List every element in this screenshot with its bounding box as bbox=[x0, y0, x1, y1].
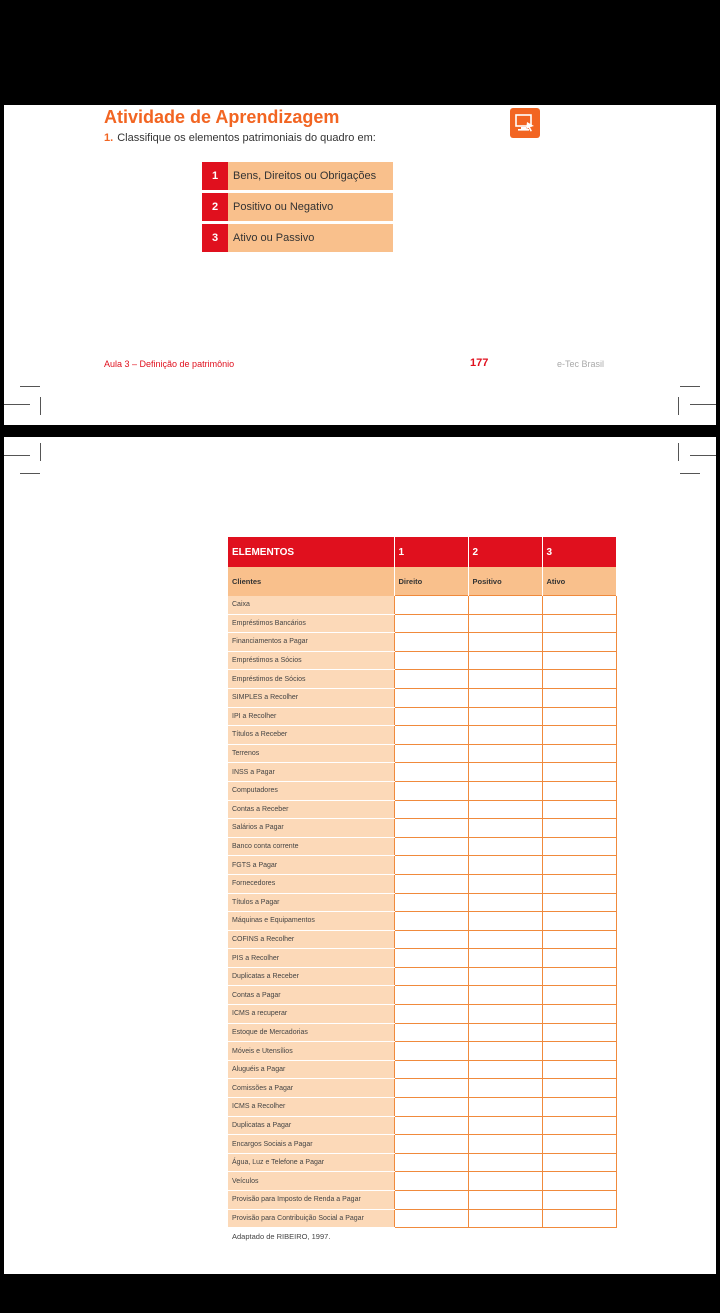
computer-activity-icon bbox=[510, 108, 540, 138]
answer-cell-1[interactable] bbox=[394, 893, 468, 912]
header-col-2: 2 bbox=[468, 537, 542, 567]
crop-mark bbox=[690, 455, 716, 456]
answer-cell-1[interactable] bbox=[394, 763, 468, 782]
crop-mark bbox=[680, 473, 700, 474]
answer-cell-2[interactable] bbox=[468, 1079, 542, 1098]
class-item-1 bbox=[202, 162, 393, 190]
answer-cell-2[interactable] bbox=[468, 688, 542, 707]
answer-cell-1[interactable] bbox=[394, 651, 468, 670]
class-number: 2 bbox=[202, 193, 228, 221]
answer-cell-3[interactable] bbox=[542, 1135, 616, 1154]
answer-cell-1[interactable] bbox=[394, 967, 468, 986]
table-row bbox=[228, 1209, 616, 1228]
answer-cell-3[interactable] bbox=[542, 707, 616, 726]
element-name: Caixa bbox=[228, 596, 394, 615]
crop-mark bbox=[4, 455, 30, 456]
answer-cell-1[interactable] bbox=[394, 781, 468, 800]
class-label: Positivo ou Negativo bbox=[233, 201, 334, 213]
answer-cell-2[interactable] bbox=[468, 856, 542, 875]
table-row bbox=[228, 949, 616, 968]
answer-cell-2[interactable] bbox=[468, 930, 542, 949]
table-row bbox=[228, 893, 616, 912]
answer-cell-3[interactable] bbox=[542, 1042, 616, 1061]
table-row bbox=[228, 819, 616, 838]
table-row bbox=[228, 1023, 616, 1042]
element-name: Estoque de Mercadorias bbox=[228, 1023, 394, 1042]
element-name: Máquinas e Equipamentos bbox=[228, 912, 394, 931]
answer-cell-3[interactable] bbox=[542, 893, 616, 912]
answer-cell-3[interactable] bbox=[542, 1191, 616, 1210]
answer-cell-2[interactable] bbox=[468, 949, 542, 968]
element-name: Provisão para Imposto de Renda a Pagar bbox=[228, 1191, 394, 1210]
answer-cell-2[interactable] bbox=[468, 670, 542, 689]
element-name: Provisão para Contribuição Social a Pagar bbox=[228, 1209, 394, 1228]
answer-cell-1[interactable] bbox=[394, 930, 468, 949]
element-name: Empréstimos a Sócios bbox=[228, 651, 394, 670]
answer-cell-3[interactable] bbox=[542, 967, 616, 986]
element-name: Empréstimos Bancários bbox=[228, 614, 394, 633]
table-row bbox=[228, 688, 616, 707]
element-name: PIS a Recolher bbox=[228, 949, 394, 968]
element-name: ICMS a Recolher bbox=[228, 1098, 394, 1117]
class-number: 3 bbox=[202, 224, 228, 252]
element-name: INSS a Pagar bbox=[228, 763, 394, 782]
table-row bbox=[228, 967, 616, 986]
answer-cell-3[interactable] bbox=[542, 670, 616, 689]
question-text: Classifique os elementos patrimoniais do quadro em: bbox=[117, 132, 376, 144]
answer-cell-2[interactable] bbox=[468, 1098, 542, 1117]
table-row bbox=[228, 1116, 616, 1135]
answer-cell-1[interactable] bbox=[394, 1116, 468, 1135]
table-row bbox=[228, 670, 616, 689]
answer-cell-1[interactable] bbox=[394, 707, 468, 726]
page-number: 177 bbox=[470, 357, 489, 369]
element-name: Salários a Pagar bbox=[228, 819, 394, 838]
answer-cell-2[interactable] bbox=[468, 596, 542, 615]
element-name: Títulos a Pagar bbox=[228, 893, 394, 912]
table-header-row bbox=[228, 537, 616, 567]
answer-cell-3[interactable] bbox=[542, 1023, 616, 1042]
answer-cell-3[interactable] bbox=[542, 688, 616, 707]
answer-cell-1[interactable] bbox=[394, 1209, 468, 1228]
element-name: Duplicatas a Pagar bbox=[228, 1116, 394, 1135]
answer-cell-2[interactable] bbox=[468, 1172, 542, 1191]
answer-cell-1[interactable] bbox=[394, 856, 468, 875]
element-name: Duplicatas a Receber bbox=[228, 967, 394, 986]
table-row bbox=[228, 781, 616, 800]
element-name: Contas a Receber bbox=[228, 800, 394, 819]
element-name: ICMS a recuperar bbox=[228, 1005, 394, 1024]
answer-cell-2[interactable] bbox=[468, 614, 542, 633]
table-row bbox=[228, 726, 616, 745]
answer-cell-3[interactable] bbox=[542, 856, 616, 875]
answer-cell-1[interactable] bbox=[394, 800, 468, 819]
element-name: Terrenos bbox=[228, 744, 394, 763]
crop-mark bbox=[4, 404, 30, 405]
element-name: Água, Luz e Telefone a Pagar bbox=[228, 1153, 394, 1172]
answer-cell-3[interactable] bbox=[542, 1209, 616, 1228]
answer-cell-3[interactable] bbox=[542, 874, 616, 893]
class-number: 1 bbox=[202, 162, 228, 190]
table-row bbox=[228, 1060, 616, 1079]
answer-cell-3[interactable] bbox=[542, 1172, 616, 1191]
answer-cell-1[interactable] bbox=[394, 1135, 468, 1154]
answer-cell-2[interactable] bbox=[468, 1153, 542, 1172]
answer-cell-2[interactable] bbox=[468, 800, 542, 819]
answer-cell-3[interactable] bbox=[542, 1079, 616, 1098]
answer-cell-2[interactable] bbox=[468, 726, 542, 745]
answer-cell-1[interactable] bbox=[394, 1153, 468, 1172]
answer-cell-2[interactable] bbox=[468, 651, 542, 670]
table-row bbox=[228, 930, 616, 949]
answer-cell-1[interactable] bbox=[394, 1172, 468, 1191]
table-row bbox=[228, 1005, 616, 1024]
class-item-3 bbox=[202, 224, 393, 252]
answer-cell-2[interactable] bbox=[468, 707, 542, 726]
answer-cell-1[interactable] bbox=[394, 1005, 468, 1024]
answer-cell-1[interactable] bbox=[394, 1023, 468, 1042]
table-example-row bbox=[228, 567, 616, 596]
answer-cell-1[interactable] bbox=[394, 986, 468, 1005]
answer-cell-2[interactable] bbox=[468, 1023, 542, 1042]
answer-cell-1[interactable] bbox=[394, 819, 468, 838]
answer-cell-1[interactable] bbox=[394, 1060, 468, 1079]
element-name: IPI a Recolher bbox=[228, 707, 394, 726]
answer-cell-2[interactable] bbox=[468, 1060, 542, 1079]
element-name: Fornecedores bbox=[228, 874, 394, 893]
table-row bbox=[228, 651, 616, 670]
answer-cell-3[interactable] bbox=[542, 837, 616, 856]
table-row bbox=[228, 1042, 616, 1061]
answer-cell-1[interactable] bbox=[394, 1079, 468, 1098]
answer-cell-1[interactable] bbox=[394, 596, 468, 615]
answer-cell-3[interactable] bbox=[542, 1153, 616, 1172]
answer-cell-3[interactable] bbox=[542, 912, 616, 931]
element-name: Encargos Sociais a Pagar bbox=[228, 1135, 394, 1154]
crop-mark bbox=[20, 473, 40, 474]
element-name: Títulos a Receber bbox=[228, 726, 394, 745]
answer-cell-1[interactable] bbox=[394, 614, 468, 633]
answer-cell-3[interactable] bbox=[542, 986, 616, 1005]
answer-cell-3[interactable] bbox=[542, 800, 616, 819]
table-row bbox=[228, 837, 616, 856]
answer-cell-1[interactable] bbox=[394, 726, 468, 745]
answer-cell-3[interactable] bbox=[542, 1005, 616, 1024]
answer-cell-2[interactable] bbox=[468, 1042, 542, 1061]
table-row bbox=[228, 1172, 616, 1191]
header-col-1: 1 bbox=[394, 537, 468, 567]
answer-cell-2[interactable] bbox=[468, 1209, 542, 1228]
class-label: Bens, Direitos ou Obrigações bbox=[233, 170, 377, 182]
answer-cell-3[interactable] bbox=[542, 949, 616, 968]
answer-cell-1[interactable] bbox=[394, 1042, 468, 1061]
answer-cell-2[interactable] bbox=[468, 967, 542, 986]
answer-cell-2[interactable] bbox=[468, 763, 542, 782]
answer-cell-3[interactable] bbox=[542, 1098, 616, 1117]
answer-cell-3[interactable] bbox=[542, 726, 616, 745]
answer-cell-2[interactable] bbox=[468, 874, 542, 893]
answer-cell-1[interactable] bbox=[394, 688, 468, 707]
answer-cell-1[interactable] bbox=[394, 633, 468, 652]
element-name: SIMPLES a Recolher bbox=[228, 688, 394, 707]
table-row bbox=[228, 614, 616, 633]
answer-cell-3[interactable] bbox=[542, 1060, 616, 1079]
page-bottom bbox=[4, 437, 716, 1274]
elements-table bbox=[228, 537, 617, 1228]
answer-cell-3[interactable] bbox=[542, 596, 616, 615]
table-row bbox=[228, 1079, 616, 1098]
answer-cell-2[interactable] bbox=[468, 744, 542, 763]
element-name: Banco conta corrente bbox=[228, 837, 394, 856]
answer-cell-1[interactable] bbox=[394, 1098, 468, 1117]
table-row bbox=[228, 856, 616, 875]
answer-cell-3[interactable] bbox=[542, 651, 616, 670]
element-name: Comissões a Pagar bbox=[228, 1079, 394, 1098]
example-col-3: Ativo bbox=[542, 567, 616, 596]
answer-cell-2[interactable] bbox=[468, 986, 542, 1005]
answer-cell-3[interactable] bbox=[542, 930, 616, 949]
answer-cell-3[interactable] bbox=[542, 781, 616, 800]
answer-cell-2[interactable] bbox=[468, 819, 542, 838]
page-top bbox=[4, 105, 716, 425]
crop-mark bbox=[20, 386, 40, 387]
header-col-3: 3 bbox=[542, 537, 616, 567]
answer-cell-1[interactable] bbox=[394, 874, 468, 893]
answer-cell-2[interactable] bbox=[468, 781, 542, 800]
table-row bbox=[228, 912, 616, 931]
table-row bbox=[228, 800, 616, 819]
answer-cell-2[interactable] bbox=[468, 837, 542, 856]
element-name: COFINS a Recolher bbox=[228, 930, 394, 949]
element-name: Financiamentos a Pagar bbox=[228, 633, 394, 652]
table-row bbox=[228, 596, 616, 615]
class-item-2 bbox=[202, 193, 393, 221]
question bbox=[104, 132, 376, 144]
table-row bbox=[228, 707, 616, 726]
element-name: Computadores bbox=[228, 781, 394, 800]
table-row bbox=[228, 1135, 616, 1154]
question-number: 1. bbox=[104, 132, 114, 144]
answer-cell-2[interactable] bbox=[468, 893, 542, 912]
example-element: Clientes bbox=[228, 567, 394, 596]
table-row bbox=[228, 1153, 616, 1172]
crop-mark bbox=[678, 443, 679, 461]
crop-mark bbox=[680, 386, 700, 387]
table-row bbox=[228, 744, 616, 763]
answer-cell-2[interactable] bbox=[468, 1005, 542, 1024]
footer-brand: e-Tec Brasil bbox=[557, 359, 605, 369]
crop-mark bbox=[40, 397, 41, 415]
header-elementos: ELEMENTOS bbox=[228, 537, 394, 567]
source-citation: Adaptado de RIBEIRO, 1997. bbox=[232, 1232, 331, 1241]
answer-cell-2[interactable] bbox=[468, 1135, 542, 1154]
answer-cell-3[interactable] bbox=[542, 763, 616, 782]
class-label: Ativo ou Passivo bbox=[233, 232, 315, 244]
table-row bbox=[228, 986, 616, 1005]
answer-cell-1[interactable] bbox=[394, 949, 468, 968]
element-name: Móveis e Utensílios bbox=[228, 1042, 394, 1061]
element-name: Aluguéis a Pagar bbox=[228, 1060, 394, 1079]
footer-chapter: Aula 3 – Definição de patrimônio bbox=[104, 359, 235, 369]
table-row bbox=[228, 763, 616, 782]
element-name: Empréstimos de Sócios bbox=[228, 670, 394, 689]
answer-cell-3[interactable] bbox=[542, 819, 616, 838]
element-name: FGTS a Pagar bbox=[228, 856, 394, 875]
table-row bbox=[228, 1191, 616, 1210]
answer-cell-2[interactable] bbox=[468, 633, 542, 652]
crop-mark bbox=[690, 404, 716, 405]
answer-cell-3[interactable] bbox=[542, 744, 616, 763]
example-col-1: Direito bbox=[394, 567, 468, 596]
table-row bbox=[228, 874, 616, 893]
answer-cell-2[interactable] bbox=[468, 912, 542, 931]
answer-cell-1[interactable] bbox=[394, 670, 468, 689]
crop-mark bbox=[40, 443, 41, 461]
answer-cell-1[interactable] bbox=[394, 1191, 468, 1210]
table-row bbox=[228, 633, 616, 652]
element-name: Veículos bbox=[228, 1172, 394, 1191]
answer-cell-1[interactable] bbox=[394, 744, 468, 763]
answer-cell-3[interactable] bbox=[542, 1116, 616, 1135]
crop-mark bbox=[678, 397, 679, 415]
answer-cell-3[interactable] bbox=[542, 614, 616, 633]
answer-cell-3[interactable] bbox=[542, 633, 616, 652]
example-col-2: Positivo bbox=[468, 567, 542, 596]
activity-title: Atividade de Aprendizagem bbox=[104, 107, 340, 127]
table-row bbox=[228, 1098, 616, 1117]
answer-cell-2[interactable] bbox=[468, 1116, 542, 1135]
element-name: Contas a Pagar bbox=[228, 986, 394, 1005]
answer-cell-2[interactable] bbox=[468, 1191, 542, 1210]
answer-cell-1[interactable] bbox=[394, 837, 468, 856]
answer-cell-1[interactable] bbox=[394, 912, 468, 931]
